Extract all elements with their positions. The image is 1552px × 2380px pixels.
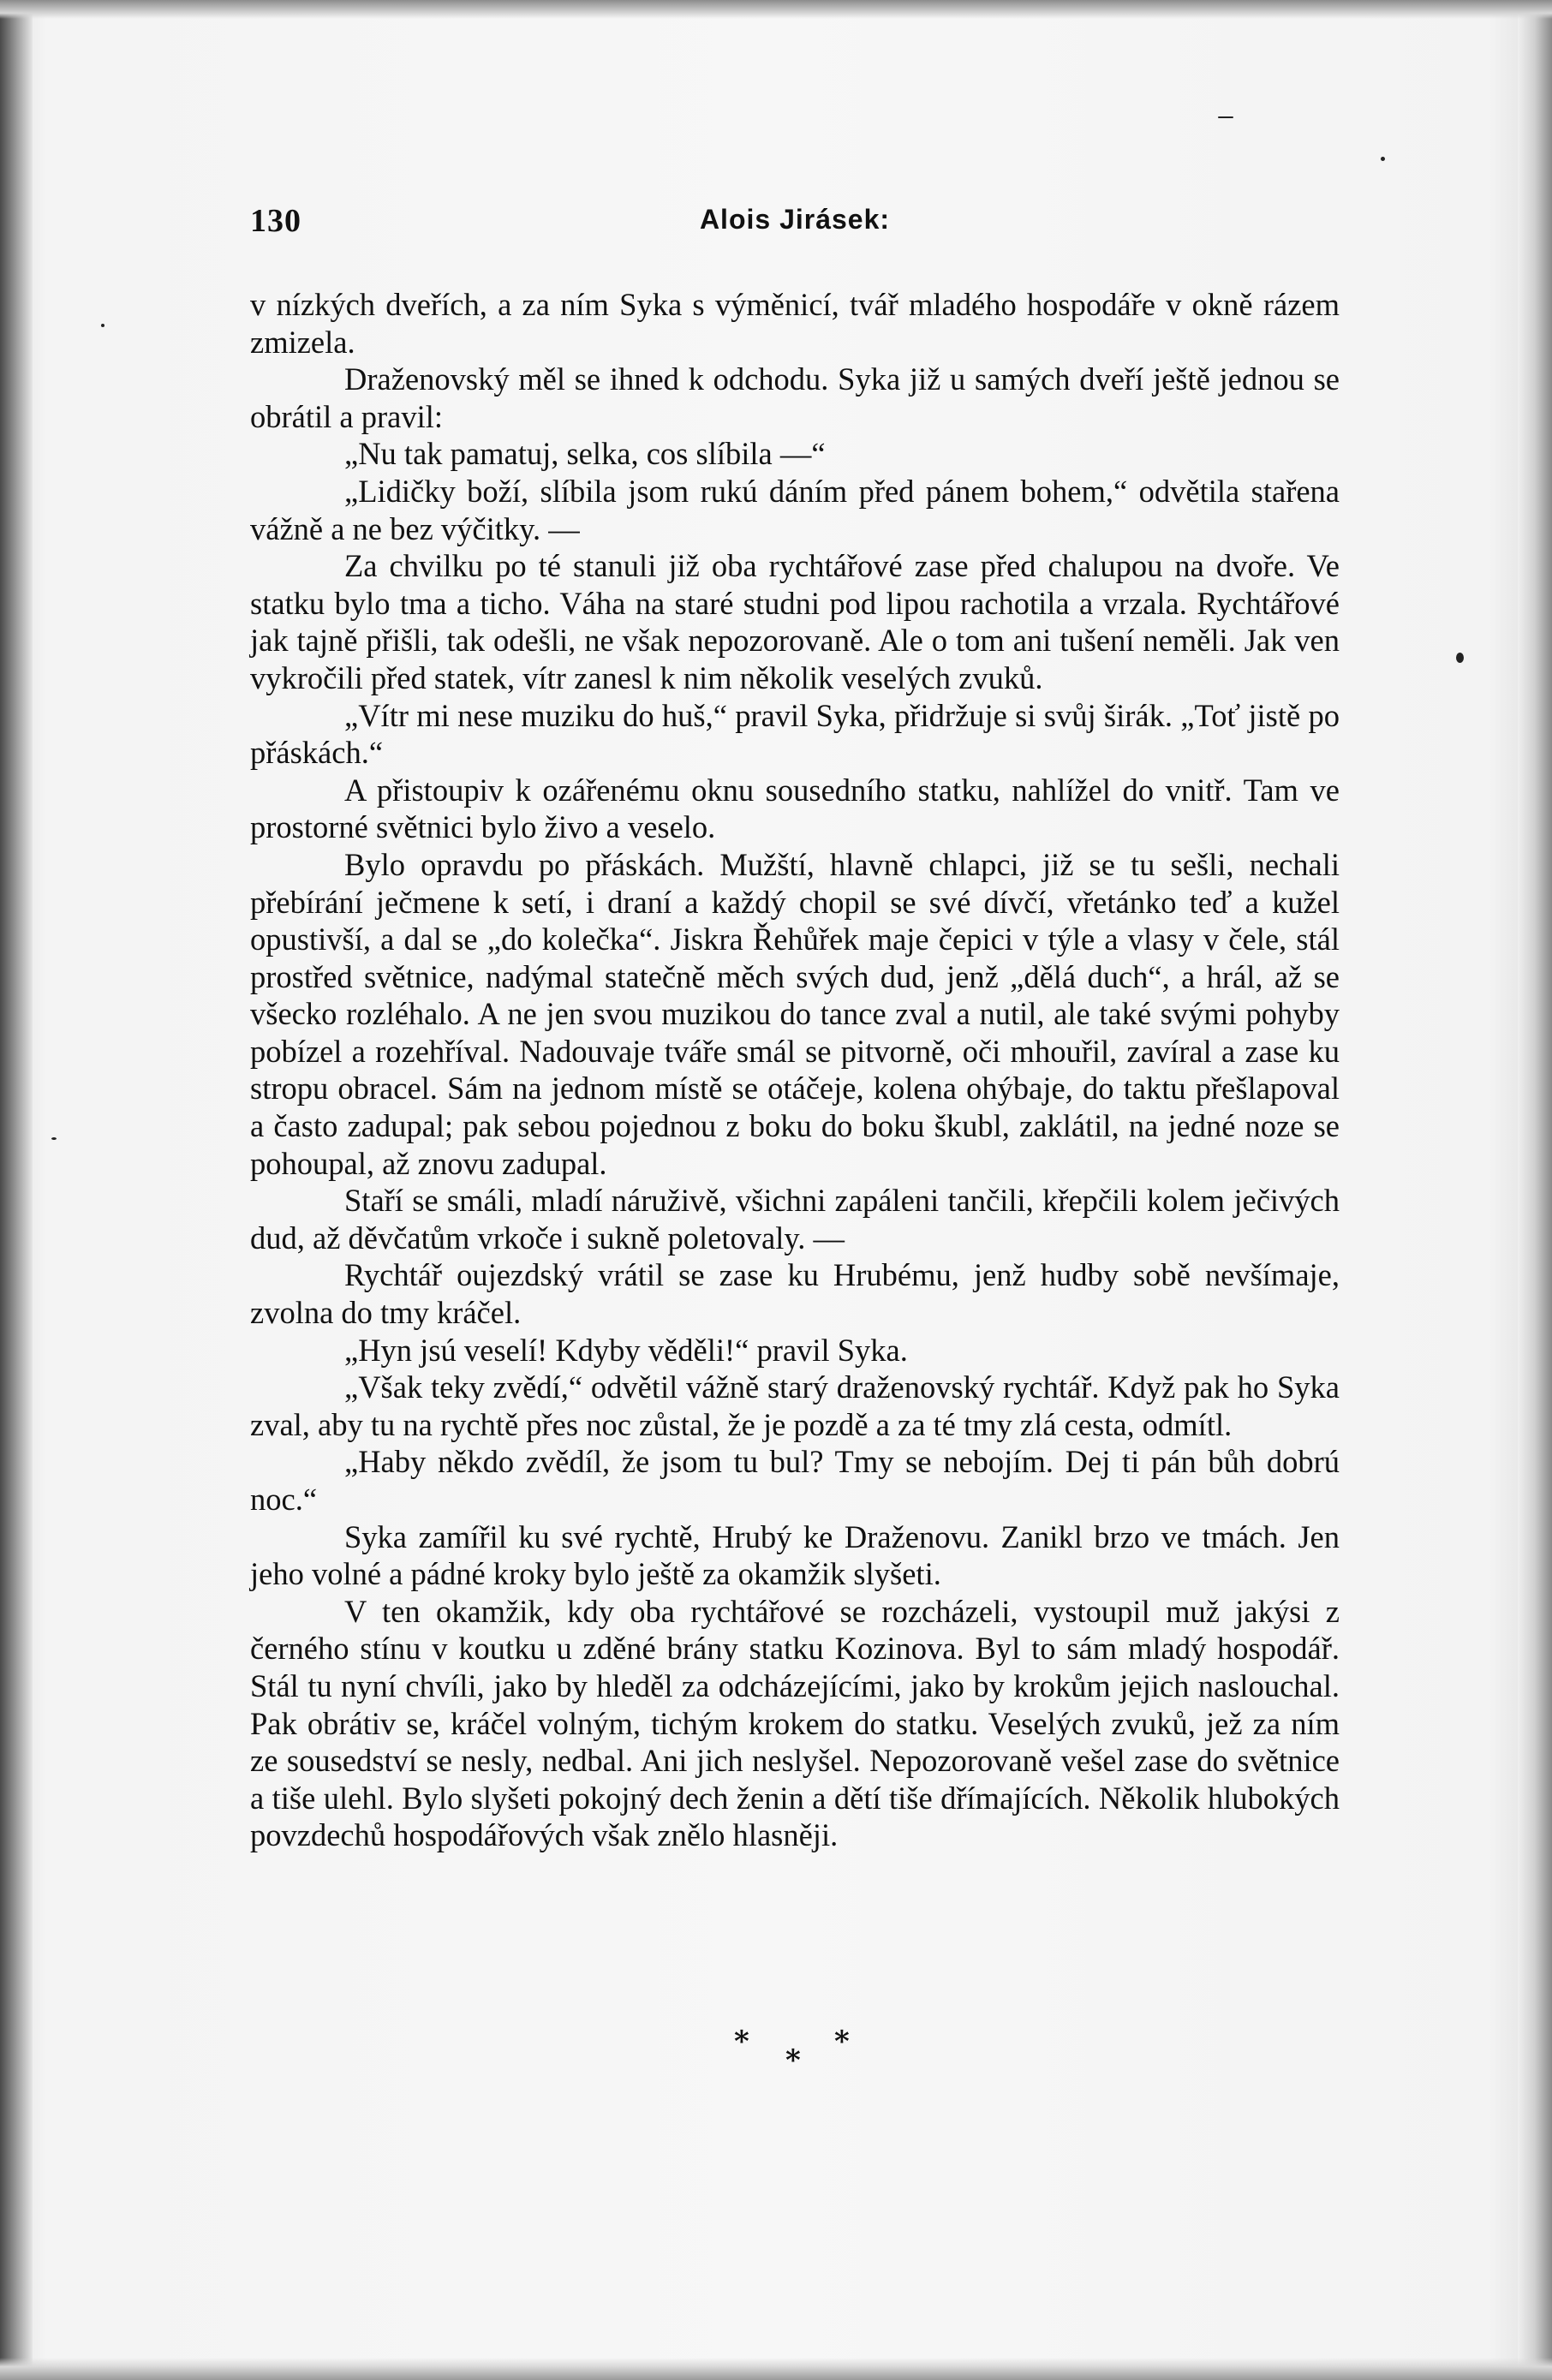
page-edge-right [1518, 0, 1552, 2380]
paragraph: Draženovský měl se ihned k odchodu. Syka již u samých dveří ještě jednou se obrátil a pravil: [250, 361, 1340, 434]
paragraph: „Nu tak pamatuj, selka, cos slíbila —“ [344, 436, 826, 472]
running-head: Alois Jirásek: [699, 204, 891, 235]
paragraph: Za chvilku po té stanuli již oba rychtářové zase před chalupou na dvoře. Ve statku bylo tma a ticho. Váha na staré studni pod lipou rachotila a vrzala. Rychtářové jak tajně přišli, tak odešli, ne však nepozorovaně. Ale o tom ani tušení neměli. Jak ven vykročili před statek, vítr zanesl k nim několik veselých zvuků. [250, 548, 1340, 695]
page-binding-shadow [0, 0, 33, 2380]
page-edge-bottom [0, 2358, 1552, 2380]
ink-speck [1456, 653, 1464, 663]
asterisk-ornament: * [734, 2025, 749, 2059]
paragraph: „Hyn jsú veselí! Kdyby věděli!“ pravil Syka. [344, 1332, 908, 1368]
paragraph: Rychtář oujezdský vrátil se zase ku Hrubému, jenž hudby sobě nevšímaje, zvolna do tmy kráčel. [250, 1257, 1340, 1331]
page-edge-top [0, 0, 1552, 19]
paragraph: „Vítr mi nese muziku do huš,“ pravil Syka, přidržuje si svůj širák. „Toť jistě po přáskách.“ [250, 697, 1340, 771]
ink-speck [1381, 157, 1385, 161]
paragraph: Staří se smáli, mladí náruživě, všichni zapáleni tančili, křepčili kolem ječivých dud, až děvčatům vrkoče i sukně poletovaly. — [250, 1183, 1340, 1256]
ink-speck [1218, 116, 1233, 118]
paragraph: „Lidičky boží, slíbila jsom rukú dáním před pánem bohem,“ odvětila stařena vážně a ne bez výčitky. — [250, 473, 1340, 546]
asterisk-ornament: * [834, 2025, 850, 2059]
ink-speck [101, 324, 104, 327]
page-number: 130 [250, 203, 301, 239]
paragraph: V ten okamžik, kdy oba rychtářové se rozcházeli, vystoupil muž jakýsi z černého stínu v koutku u zděné brány statku Kozinova. Byl to sám mladý hospodář. Stál tu nyní chvíli, jako by hleděl za odcházejícími, jako by krokům jejich naslouchal. Pak obrátiv se, kráčel volným, tichým krokem do statku. Veselých zvuků, jež za ním ze sousedství se nesly, nedbal. Ani jich neslyšel. Nepozorovaně vešel zase do světnice a tiše ulehl. Bylo slyšeti pokojný dech ženin a dětí tiše dřímajících. Několik hlubokých povzdechů hospodářových však znělo hlasněji. [250, 1593, 1340, 1853]
paragraph: „Však teky zvědí,“ odvětil vážně starý draženovský rychtář. Když pak ho Syka zval, aby tu na rychtě přes noc zůstal, že je pozdě a za té tmy zlá cesta, odmítl. [250, 1369, 1340, 1442]
paragraph: „Haby někdo zvědíl, že jsom tu bul? Tmy se nebojím. Dej ti pán bůh dobrú noc.“ [250, 1444, 1340, 1517]
asterisk-ornament: * [785, 2043, 801, 2078]
paragraph: Bylo opravdu po přáskách. Mužští, hlavně chlapci, již se tu sešli, nechali přebírání ječmene k setí, i draní a každý chopil se své dívčí, vřetánko teď a kužel opustivší, a dal se „do kolečka“. Jiskra Řehůřek maje čepici v týle a vlasy v čele, stál prostřed světnice, nadýmal statečně měch svých dud, jenž „dělá duch“, a hrál, až se všecko rozléhalo. A ne jen svou muzikou do tance zval a nutil, ale také svými pohyby pobízel a rozehříval. Nadouvaje tváře smál se pitvorně, oči mhouřil, zavíral a zase ku stropu obracel. Sám na jednom místě se otáčeje, kolena ohýbaje, do taktu přešlapoval a často zadupal; pak sebou pojednou z boku do boku škubl, zaklátil, na jedné noze se pohoupal, až znovu zadupal. [250, 846, 1340, 1181]
paragraph: Syka zamířil ku své rychtě, Hrubý ke Draženovu. Zanikl brzo ve tmách. Jen jeho volné a pádné kroky bylo ještě za okamžik slyšeti. [250, 1518, 1340, 1592]
paragraph: v nízkých dveřích, a za ním Syka s výměnicí, tvář mladého hospodáře v okně rázem zmizela. [250, 287, 1340, 360]
body-text [250, 286, 1340, 1854]
section-break-ornament [0, 2025, 1552, 2102]
ink-speck [51, 1137, 57, 1140]
page-header [250, 202, 1340, 242]
paragraph: A přistoupiv k ozářenému oknu sousedního statku, nahlížel do vnitř. Tam ve prostorné světnici bylo živo a veselo. [250, 772, 1340, 845]
